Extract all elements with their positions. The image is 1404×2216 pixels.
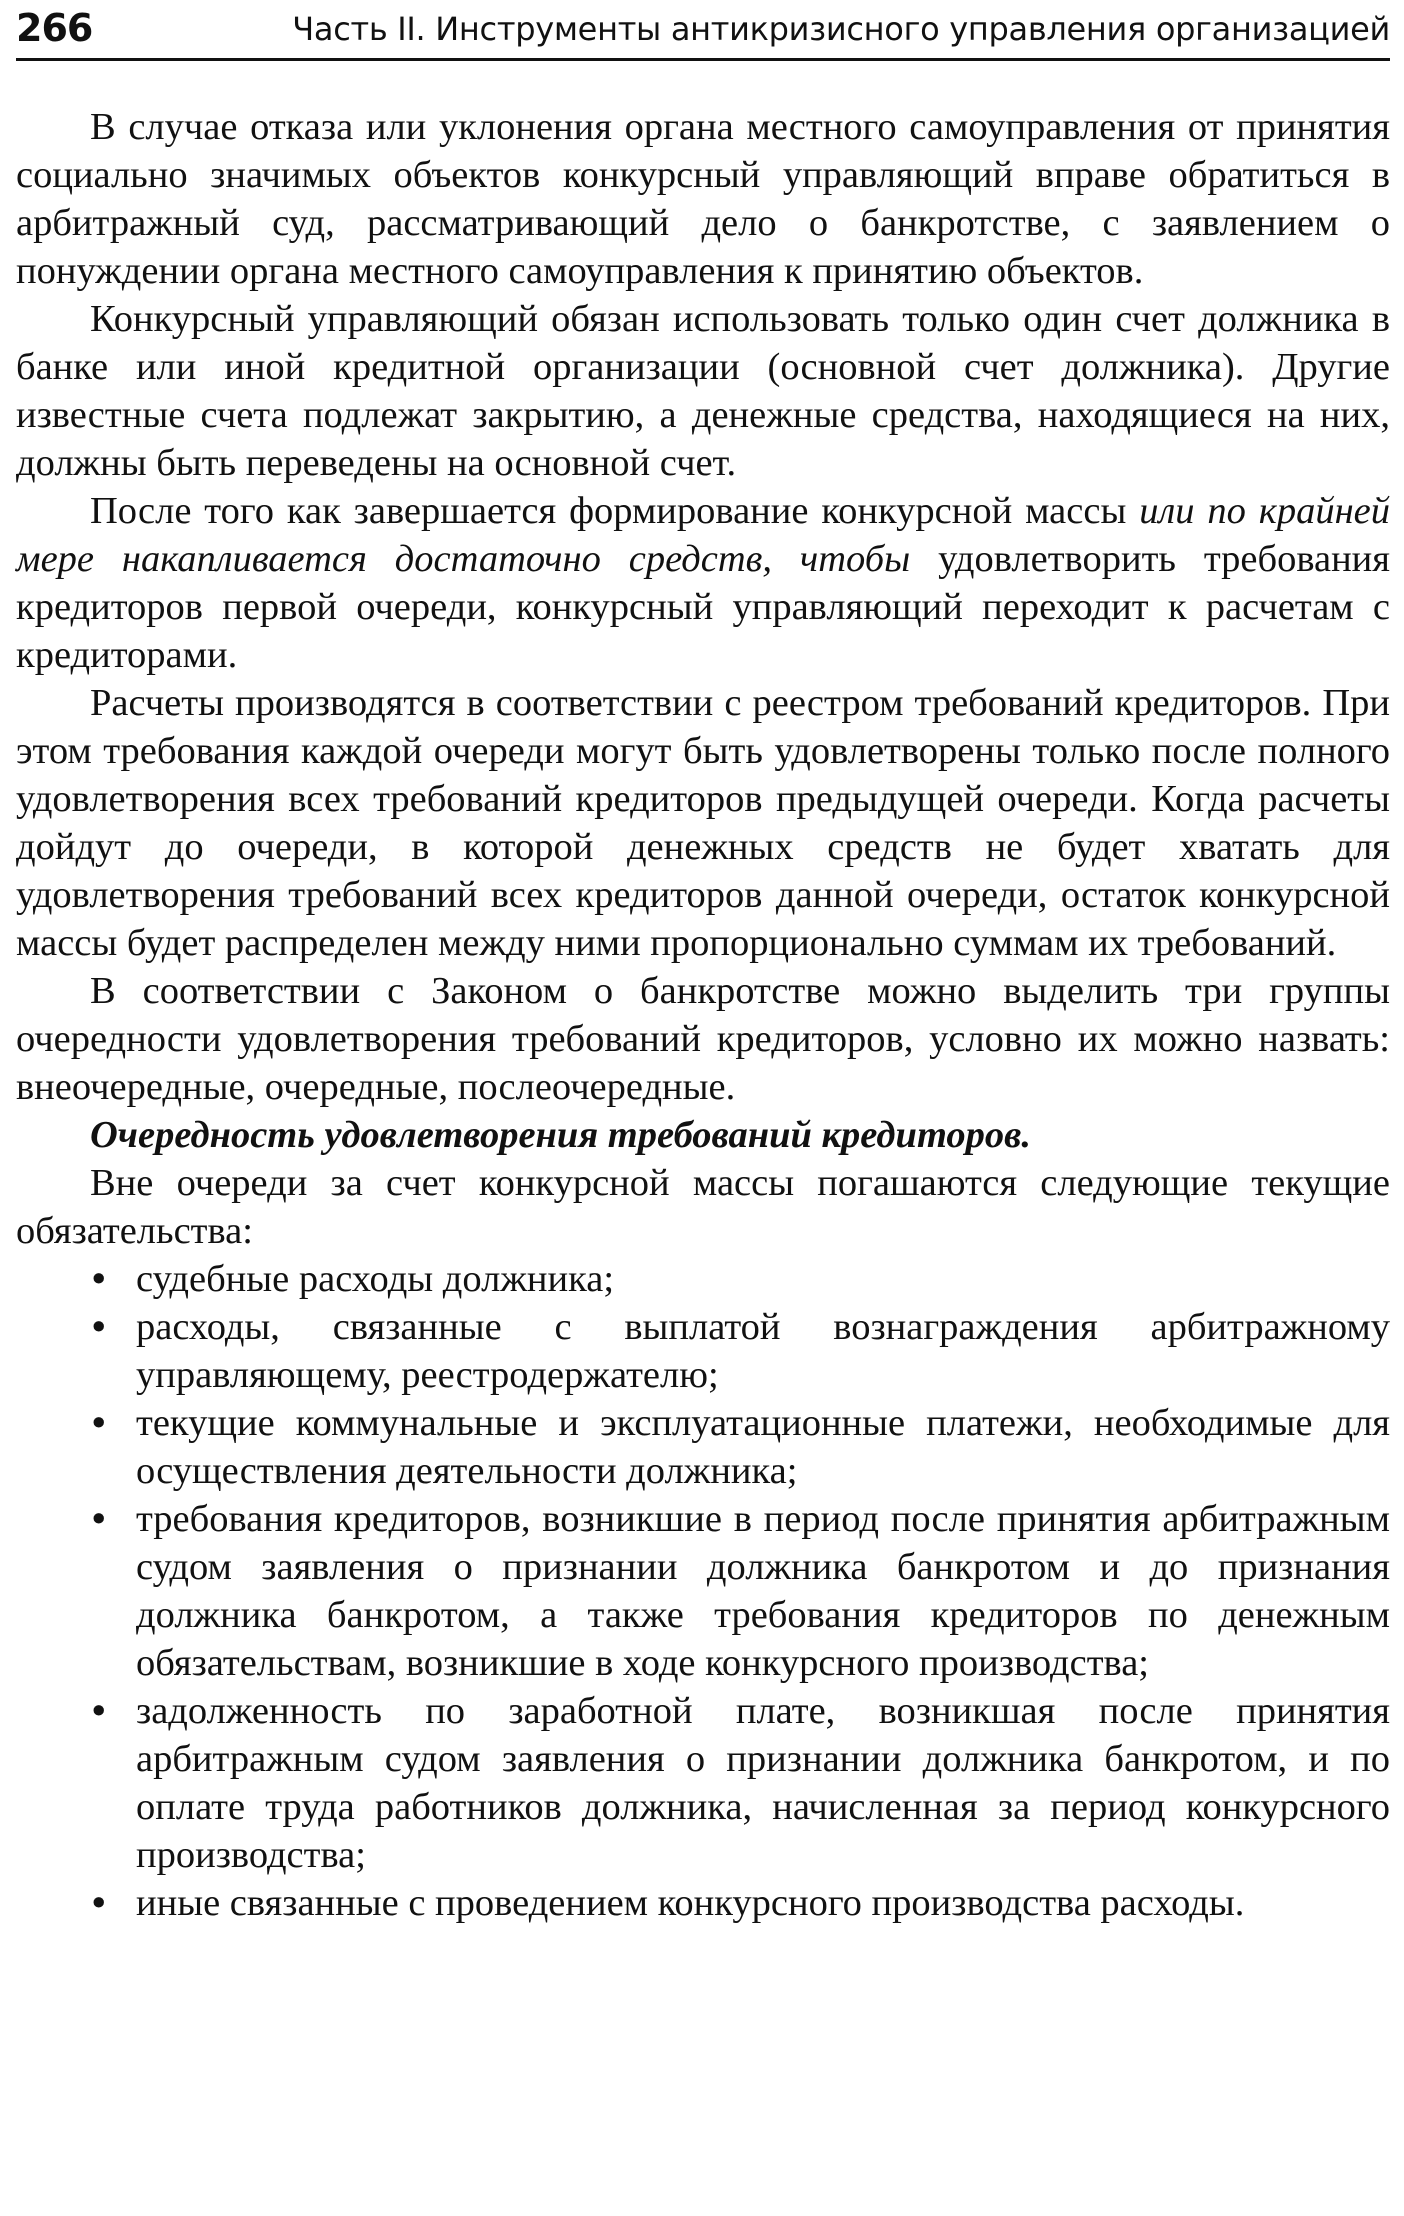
list-item-text: иные связанные с проведением конкурсного производства расходы. bbox=[136, 1882, 1245, 1924]
bullet-icon: • bbox=[92, 1882, 106, 1924]
paragraph: Расчеты производятся в соответствии с реестром требований кредиторов. При этом требования каждой очереди могут быть удовлетворены только после полного удовлетворения всех требований кредиторов предыдущей очереди. Когда расчеты дойдут до очереди, в которой денежных средств не будет хватать для удовлетворения требований всех кредиторов данной очереди, остаток конкурсной массы будет распределен между ними пропорционально суммам их требований. bbox=[16, 682, 1390, 964]
paragraph: Конкурсный управляющий обязан использовать только один счет должника в банке или иной кредитной организации (основной счет должника). Другие известные счета подлежат закрытию, а денежные средства, находящиеся на них, должны быть переведены на основной счет. bbox=[16, 298, 1390, 484]
list-item-text: текущие коммунальные и эксплуатационные платежи, необходимые для осуществления деятельности должника; bbox=[136, 1402, 1390, 1492]
paragraph-text: удовлетворить требования кредиторов первой очереди, конкурсный управляющий переходит к расчетам с кредиторами. bbox=[16, 538, 1390, 676]
bullet-icon: • bbox=[92, 1690, 106, 1732]
list-item bbox=[92, 1495, 1390, 1687]
page-number: 266 bbox=[16, 6, 93, 50]
list-item-text: расходы, связанные с выплатой вознаграждения арбитражному управляющему, реестродержателю; bbox=[136, 1306, 1390, 1396]
paragraph bbox=[16, 487, 1390, 679]
list-item-text: требования кредиторов, возникшие в период после принятия арбитражным судом заявления о признании должника банкротом и до признания должника банкротом, а также требования кредиторов по денежным обязательствам, возникшие в ходе конкурсного производства; bbox=[136, 1498, 1390, 1684]
list-item bbox=[92, 1303, 1390, 1399]
bullet-icon: • bbox=[92, 1498, 106, 1540]
page-body bbox=[16, 103, 1390, 1927]
bullet-icon: • bbox=[92, 1306, 106, 1348]
list-item bbox=[92, 1879, 1390, 1927]
running-title: Часть II. Инструменты антикризисного управления организацией bbox=[292, 10, 1390, 48]
list-item-text: задолженность по заработной плате, возникшая после принятия арбитражным судом заявления о признании должника банкротом, и по оплате труда работников должника, начисленная за период конкурсного производства; bbox=[136, 1690, 1390, 1876]
list-item bbox=[92, 1687, 1390, 1879]
list-item bbox=[92, 1399, 1390, 1495]
bullet-icon: • bbox=[92, 1402, 106, 1444]
running-header bbox=[16, 0, 1390, 61]
bullet-icon: • bbox=[92, 1258, 106, 1300]
list-item bbox=[92, 1255, 1390, 1303]
paragraph: Вне очереди за счет конкурсной массы погашаются следующие текущие обязательства: bbox=[16, 1162, 1390, 1252]
italic-phrase: или по крайней мере накапливается достаточно средств, чтобы bbox=[16, 490, 1391, 580]
bullet-list bbox=[16, 1255, 1390, 1927]
section-heading: Очередность удовлетворения требований кредиторов. bbox=[90, 1114, 1031, 1156]
paragraph: В случае отказа или уклонения органа местного самоуправления от принятия социально значимых объектов конкурсный управляющий вправе обратиться в арбитражный суд, рассматривающий дело о банкротстве, с заявлением о понуждении органа местного самоуправления к принятию объектов. bbox=[16, 106, 1390, 292]
paragraph-text: После того как завершается формирование конкурсной массы bbox=[90, 490, 1127, 532]
list-item-text: судебные расходы должника; bbox=[136, 1258, 615, 1300]
paragraph: В соответствии с Законом о банкротстве можно выделить три группы очередности удовлетворения требований кредиторов, условно их можно назвать: внеочередные, очередные, послеочередные. bbox=[16, 970, 1390, 1108]
